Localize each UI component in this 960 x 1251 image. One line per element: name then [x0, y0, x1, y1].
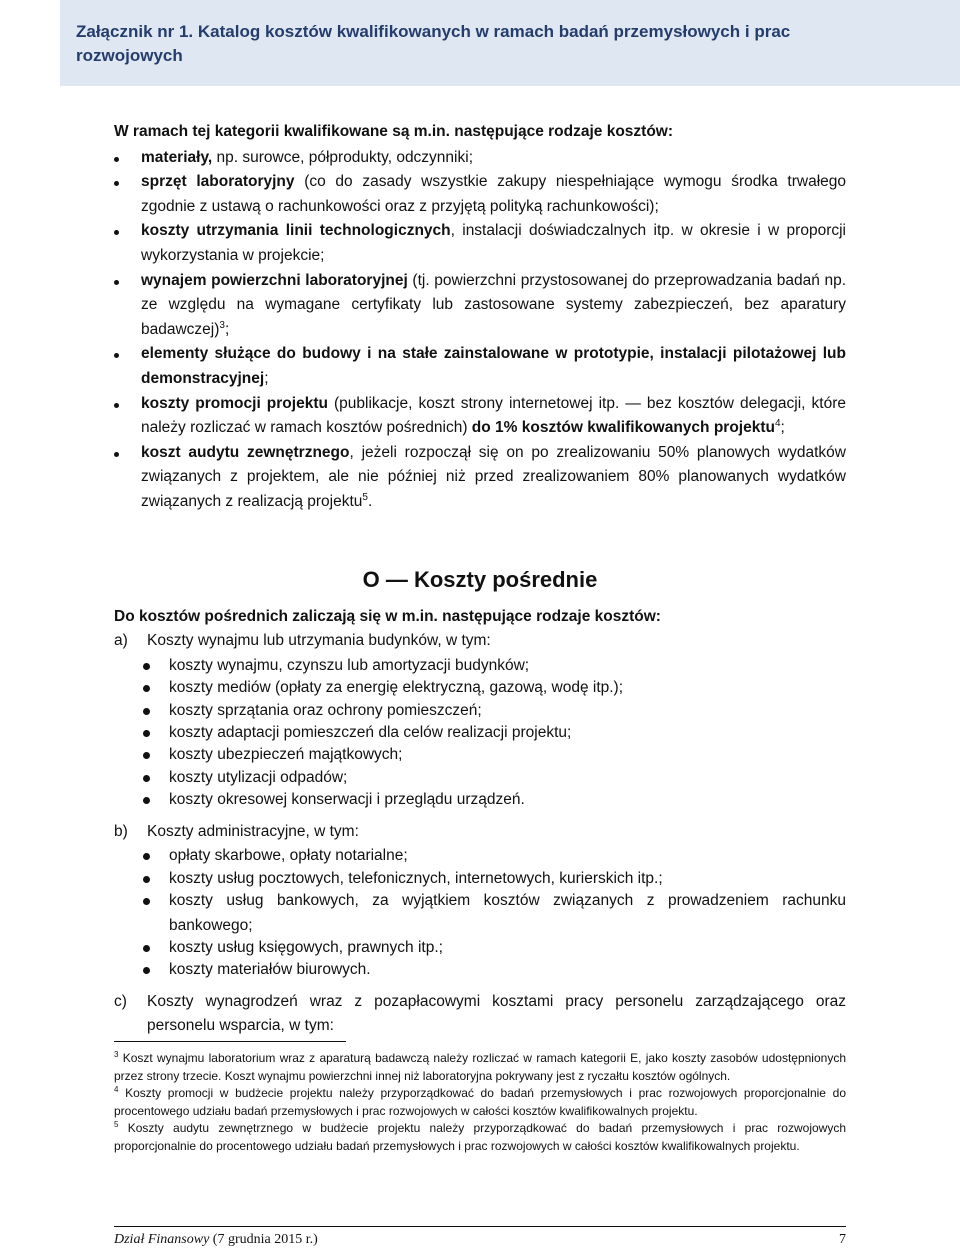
- item-text: ;: [264, 369, 269, 387]
- cost-list: [114, 146, 846, 515]
- item-bold: sprzęt laboratoryjny: [141, 173, 295, 191]
- footnote-separator: [114, 1041, 346, 1042]
- footer-separator: [114, 1226, 846, 1227]
- list-item: koszty usług księgowych, prawnych itp.;: [169, 936, 846, 961]
- footnote-ref: 3: [219, 319, 225, 331]
- item-bold: koszty utrzymania linii technologicznych: [141, 222, 451, 240]
- list-item: koszty usług bankowych, za wyjątkiem kosztów związanych z prowadzeniem rachunku bankowego;: [169, 889, 846, 938]
- group-b-heading: [114, 820, 846, 845]
- item-text: (tj. powierzchni przystosowanej do przeprowadzania badań np. ze względu na wymagane certyfikaty lub zastosowane systemy zabezpieczeń, bez aparatury badawczej): [141, 271, 847, 338]
- list-item: koszty sprzątania oraz ochrony pomieszczeń;: [169, 699, 846, 724]
- list-item: koszty wynajmu, czynszu lub amortyzacji budynków;: [169, 654, 846, 679]
- list-item: koszty materiałów biurowych.: [169, 958, 846, 983]
- footnote-5: [114, 1120, 846, 1155]
- list-item: [114, 146, 846, 171]
- item-text: (co do zasady wszystkie zakupy niespełniające wymogu środka trwałego zgodnie z ustawą o rachunkowości oraz z przyjętą polityką rachunkowości);: [141, 173, 846, 215]
- group-letter: b): [114, 822, 128, 840]
- footnote-text: Koszty promocji w budżecie projektu należy przyporządkować do badań przemysłowych i prac rozwojowych proporcjonalnie do procentowego udziału badań przemysłowych i prac rozwojowych w całości kosztów kwalifikowalnych projektu.: [114, 1086, 846, 1118]
- list-item: [114, 219, 846, 268]
- section-title: O — Koszty pośrednie: [362, 566, 598, 592]
- list-item: [114, 392, 846, 441]
- section-intro: Do kosztów pośrednich zaliczają się w m.in. następujące rodzaje kosztów:: [114, 607, 661, 625]
- list-item: koszty ubezpieczeń majątkowych;: [169, 743, 846, 768]
- main-content: [114, 120, 846, 1039]
- item-bold-limit: do 1% kosztów kwalifikowanych projektu: [471, 419, 775, 437]
- item-text: np. surowce, półprodukty, odczynniki;: [212, 148, 473, 166]
- footnote-number: 4: [114, 1085, 119, 1094]
- list-item: [114, 342, 846, 391]
- item-end: ;: [780, 419, 785, 437]
- list-item: koszty usług pocztowych, telefonicznych, internetowych, kurierskich itp.;: [169, 867, 846, 892]
- list-item: koszty okresowej konserwacji i przeglądu urządzeń.: [169, 788, 846, 813]
- footnote-3: [114, 1050, 846, 1085]
- list-item: [114, 441, 846, 515]
- group-letter: a): [114, 632, 128, 650]
- list-item: [114, 269, 846, 343]
- group-letter: c): [114, 992, 127, 1010]
- list-item: koszty mediów (opłaty za energię elektryczną, gazową, wodę itp.);: [169, 676, 846, 701]
- footnote-text: Koszt wynajmu laboratorium wraz z aparaturą badawczą należy rozliczać w ramach kategorii E, jako koszty zasobów udostępnionych przez strony trzecie. Koszt wynajmu powierzchni innej niż laboratoryjna pokrywany jest z ryczałtu kosztów ogólnych.: [114, 1051, 846, 1083]
- group-b-list: [114, 844, 846, 983]
- item-end: ;: [224, 320, 230, 338]
- item-text: , jeżeli rozpoczął się on po zrealizowaniu 50% planowych wydatków związanych z projektem, ale nie później niż przed zrealizowaniem 80% planowanych wydatków związanych z realizacją projektu: [141, 443, 846, 510]
- group-a-heading: [114, 629, 846, 654]
- footer-department-name: Dział Finansowy: [114, 1232, 210, 1247]
- group-text: Koszty wynajmu lub utrzymania budynków, w tym:: [147, 632, 491, 650]
- list-item: [114, 170, 846, 219]
- item-bold: koszt audytu zewnętrznego: [141, 443, 350, 461]
- group-c-heading: [114, 990, 846, 1039]
- footer-date: (7 grudnia 2015 r.): [209, 1232, 318, 1247]
- group-a-list: [114, 654, 846, 813]
- item-bold: wynajem powierzchni laboratoryjnej: [141, 271, 408, 289]
- page-header-title: Załącznik nr 1. Katalog kosztów kwalifikowanych w ramach badań przemysłowych i prac rozwojowych: [76, 22, 791, 65]
- item-end: .: [367, 492, 373, 510]
- item-text: , instalacji doświadczalnych itp. w okresie i w proporcji wykorzystania w projekcie;: [141, 222, 846, 264]
- footnote-text: Koszty audytu zewnętrznego w budżecie projektu należy przyporządkować do badań przemysłowych i prac rozwojowych proporcjonalnie do procentowego udziału badań przemysłowych i prac rozwojowych w całości kosztów kwalifikowalnych projektu.: [114, 1121, 846, 1153]
- item-text: (publikacje, koszt strony internetowej itp. — bez kosztów delegacji, które należy rozliczać w ramach kosztów pośrednich): [141, 394, 846, 437]
- group-text: Koszty wynagrodzeń wraz z pozapłacowymi kosztami pracy personelu zarządzającego oraz personelu wsparcia, w tym:: [147, 992, 846, 1035]
- item-bold: koszty promocji projektu: [141, 394, 328, 412]
- footnote-4: [114, 1085, 846, 1120]
- group-text: Koszty administracyjne, w tym:: [147, 822, 359, 840]
- footer-department: [114, 1232, 318, 1248]
- list-item: koszty utylizacji odpadów;: [169, 766, 846, 791]
- item-bold: elementy służące do budowy i na stałe zainstalowane w prototypie, instalacji pilotażowej lub demonstracyjnej: [141, 345, 846, 387]
- item-bold: materiały,: [141, 148, 213, 166]
- list-item: koszty adaptacji pomieszczeń dla celów realizacji projektu;: [169, 721, 846, 746]
- category-intro: W ramach tej kategorii kwalifikowane są m.in. następujące rodzaje kosztów:: [114, 123, 674, 140]
- footnote-ref: 4: [774, 417, 781, 429]
- footnote-number: 3: [114, 1050, 119, 1059]
- footnote-ref: 5: [362, 491, 368, 503]
- footnotes: [114, 1050, 846, 1155]
- footnote-number: 5: [114, 1120, 119, 1129]
- page-number: 7: [839, 1232, 846, 1247]
- list-item: opłaty skarbowe, opłaty notarialne;: [169, 844, 846, 869]
